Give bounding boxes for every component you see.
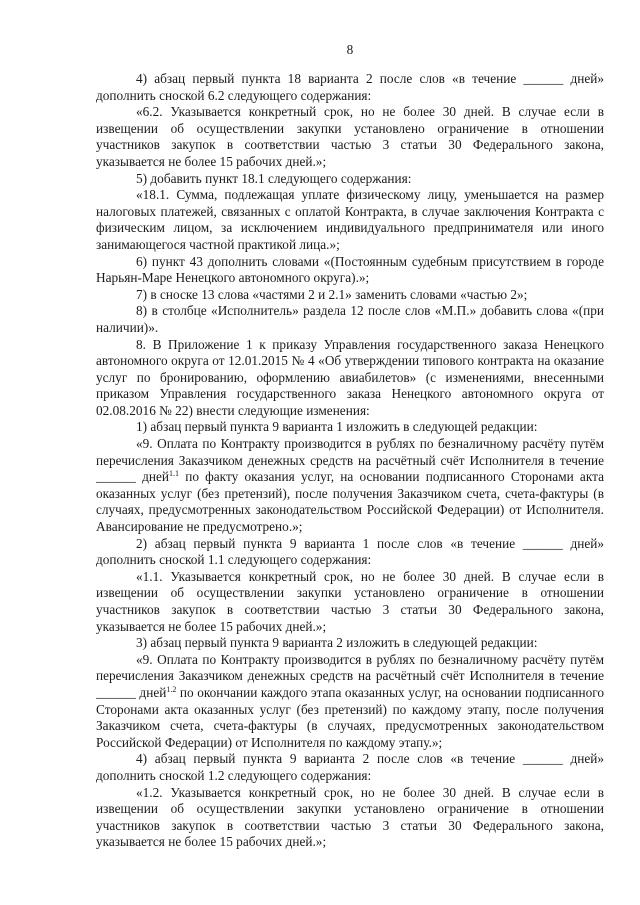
paragraph bbox=[96, 436, 604, 536]
paragraph: 2) абзац первый пункта 9 варианта 1 после слов «в течение ______ дней» дополнить сноской 1.1 следующего содержания: bbox=[96, 535, 604, 568]
paragraph: 8) в столбце «Исполнитель» раздела 12 после слов «М.П.» добавить слова «(при наличии)». bbox=[96, 303, 604, 335]
paragraph-text: по факту оказания услуг, на основании подписанного Сторонами акта оказанных услуг (без претензий), после получения Заказчиком счета, счета-фактуры (в случаях, предусмотренных законодательством Российской Федерации) от Исполнителя. Авансирование не предусмотрено.»; bbox=[96, 469, 604, 535]
footnote-marker: 1.2 bbox=[166, 684, 177, 694]
paragraph-text: «9. Оплата по Контракту производится в рублях по безналичному расчёту путём перечисления Заказчиком денежных средств на расчётный счёт Исполнителя в течение ______ дней bbox=[96, 436, 604, 485]
paragraph-text: по окончании каждого этапа оказанных услуг, на основании подписанного Сторонами акта оказанных услуг (без претензий) по каждому этапу, после получения Заказчиком счета, счета-фактуры (в случаях, предусмотренных законодательством Российской Федерации) от Исполнителя по каждому этапу.»; bbox=[96, 684, 604, 750]
paragraph: 6) пункт 43 дополнить словами «(Постоянным судебным присутствием в городе Нарьян-Маре Ненецкого автономного округа).»; bbox=[96, 253, 604, 286]
paragraph: 4) абзац первый пункта 18 варианта 2 после слов «в течение ______ дней» дополнить сноской 6.2 следующего содержания: bbox=[96, 71, 604, 103]
paragraph: 4) абзац первый пункта 9 варианта 2 после слов «в течение ______ дней» дополнить сноской 1.2 следующего содержания: bbox=[96, 751, 604, 783]
paragraph: «1.1. Указывается конкретный срок, но не более 30 дней. В случае если в извещении об осуществлении закупки установлено ограничение в отношении участников закупок в соответствии частью 3 статьи 30 Федерального закона, указывается не более 15 рабочих дней.»; bbox=[96, 568, 604, 634]
paragraph bbox=[96, 652, 604, 752]
paragraph: «6.2. Указывается конкретный срок, но не более 30 дней. В случае если в извещении об осуществлении закупки установлено ограничение в отношении участников закупок в соответствии частью 3 статьи 30 Федерального закона, указывается не более 15 рабочих дней.»; bbox=[96, 104, 604, 169]
paragraph: 8. В Приложение 1 к приказу Управления государственного заказа Ненецкого автономного округа от 12.01.2015 № 4 «Об утверждении типового контракта на оказание услуг по бронированию, оформлению авиабилетов» (с изменениями, внесенными приказом Управления государственного заказа Ненецкого автономного округа от 02.08.2016 № 22) внести следующие изменения: bbox=[96, 336, 604, 418]
paragraph: 5) добавить пункт 18.1 следующего содержания: bbox=[136, 170, 412, 186]
document-body bbox=[96, 71, 604, 851]
paragraph: 7) в сноске 13 слова «частями 2 и 2.1» заменить словами «частью 2»; bbox=[136, 286, 528, 302]
paragraph-text: «9. Оплата по Контракту производится в рублях по безналичному расчёту путём перечисления Заказчиком денежных средств на расчётный счёт Исполнителя в течение ______ дней bbox=[96, 651, 604, 700]
paragraph: 1) абзац первый пункта 9 варианта 1 изложить в следующей редакции: bbox=[136, 419, 538, 435]
footnote-marker: 1.1 bbox=[169, 469, 179, 479]
paragraph: 3) абзац первый пункта 9 варианта 2 изложить в следующей редакции: bbox=[136, 635, 538, 651]
paragraph: «1.2. Указывается конкретный срок, но не более 30 дней. В случае если в извещении об осуществлении закупки установлено ограничение в отношении участников закупок в соответствии частью 3 статьи 30 Федерального закона, указывается не более 15 рабочих дней.»; bbox=[96, 784, 604, 850]
page-number: 8 bbox=[346, 42, 354, 57]
paragraph: «18.1. Сумма, подлежащая уплате физическому лицу, уменьшается на размер налоговых платежей, связанных с оплатой Контракта, в случае заключения Контракта с физическим лицом, за исключением индивидуального предпринимателя или иного занимающегося частной практикой лица.»; bbox=[96, 187, 604, 252]
